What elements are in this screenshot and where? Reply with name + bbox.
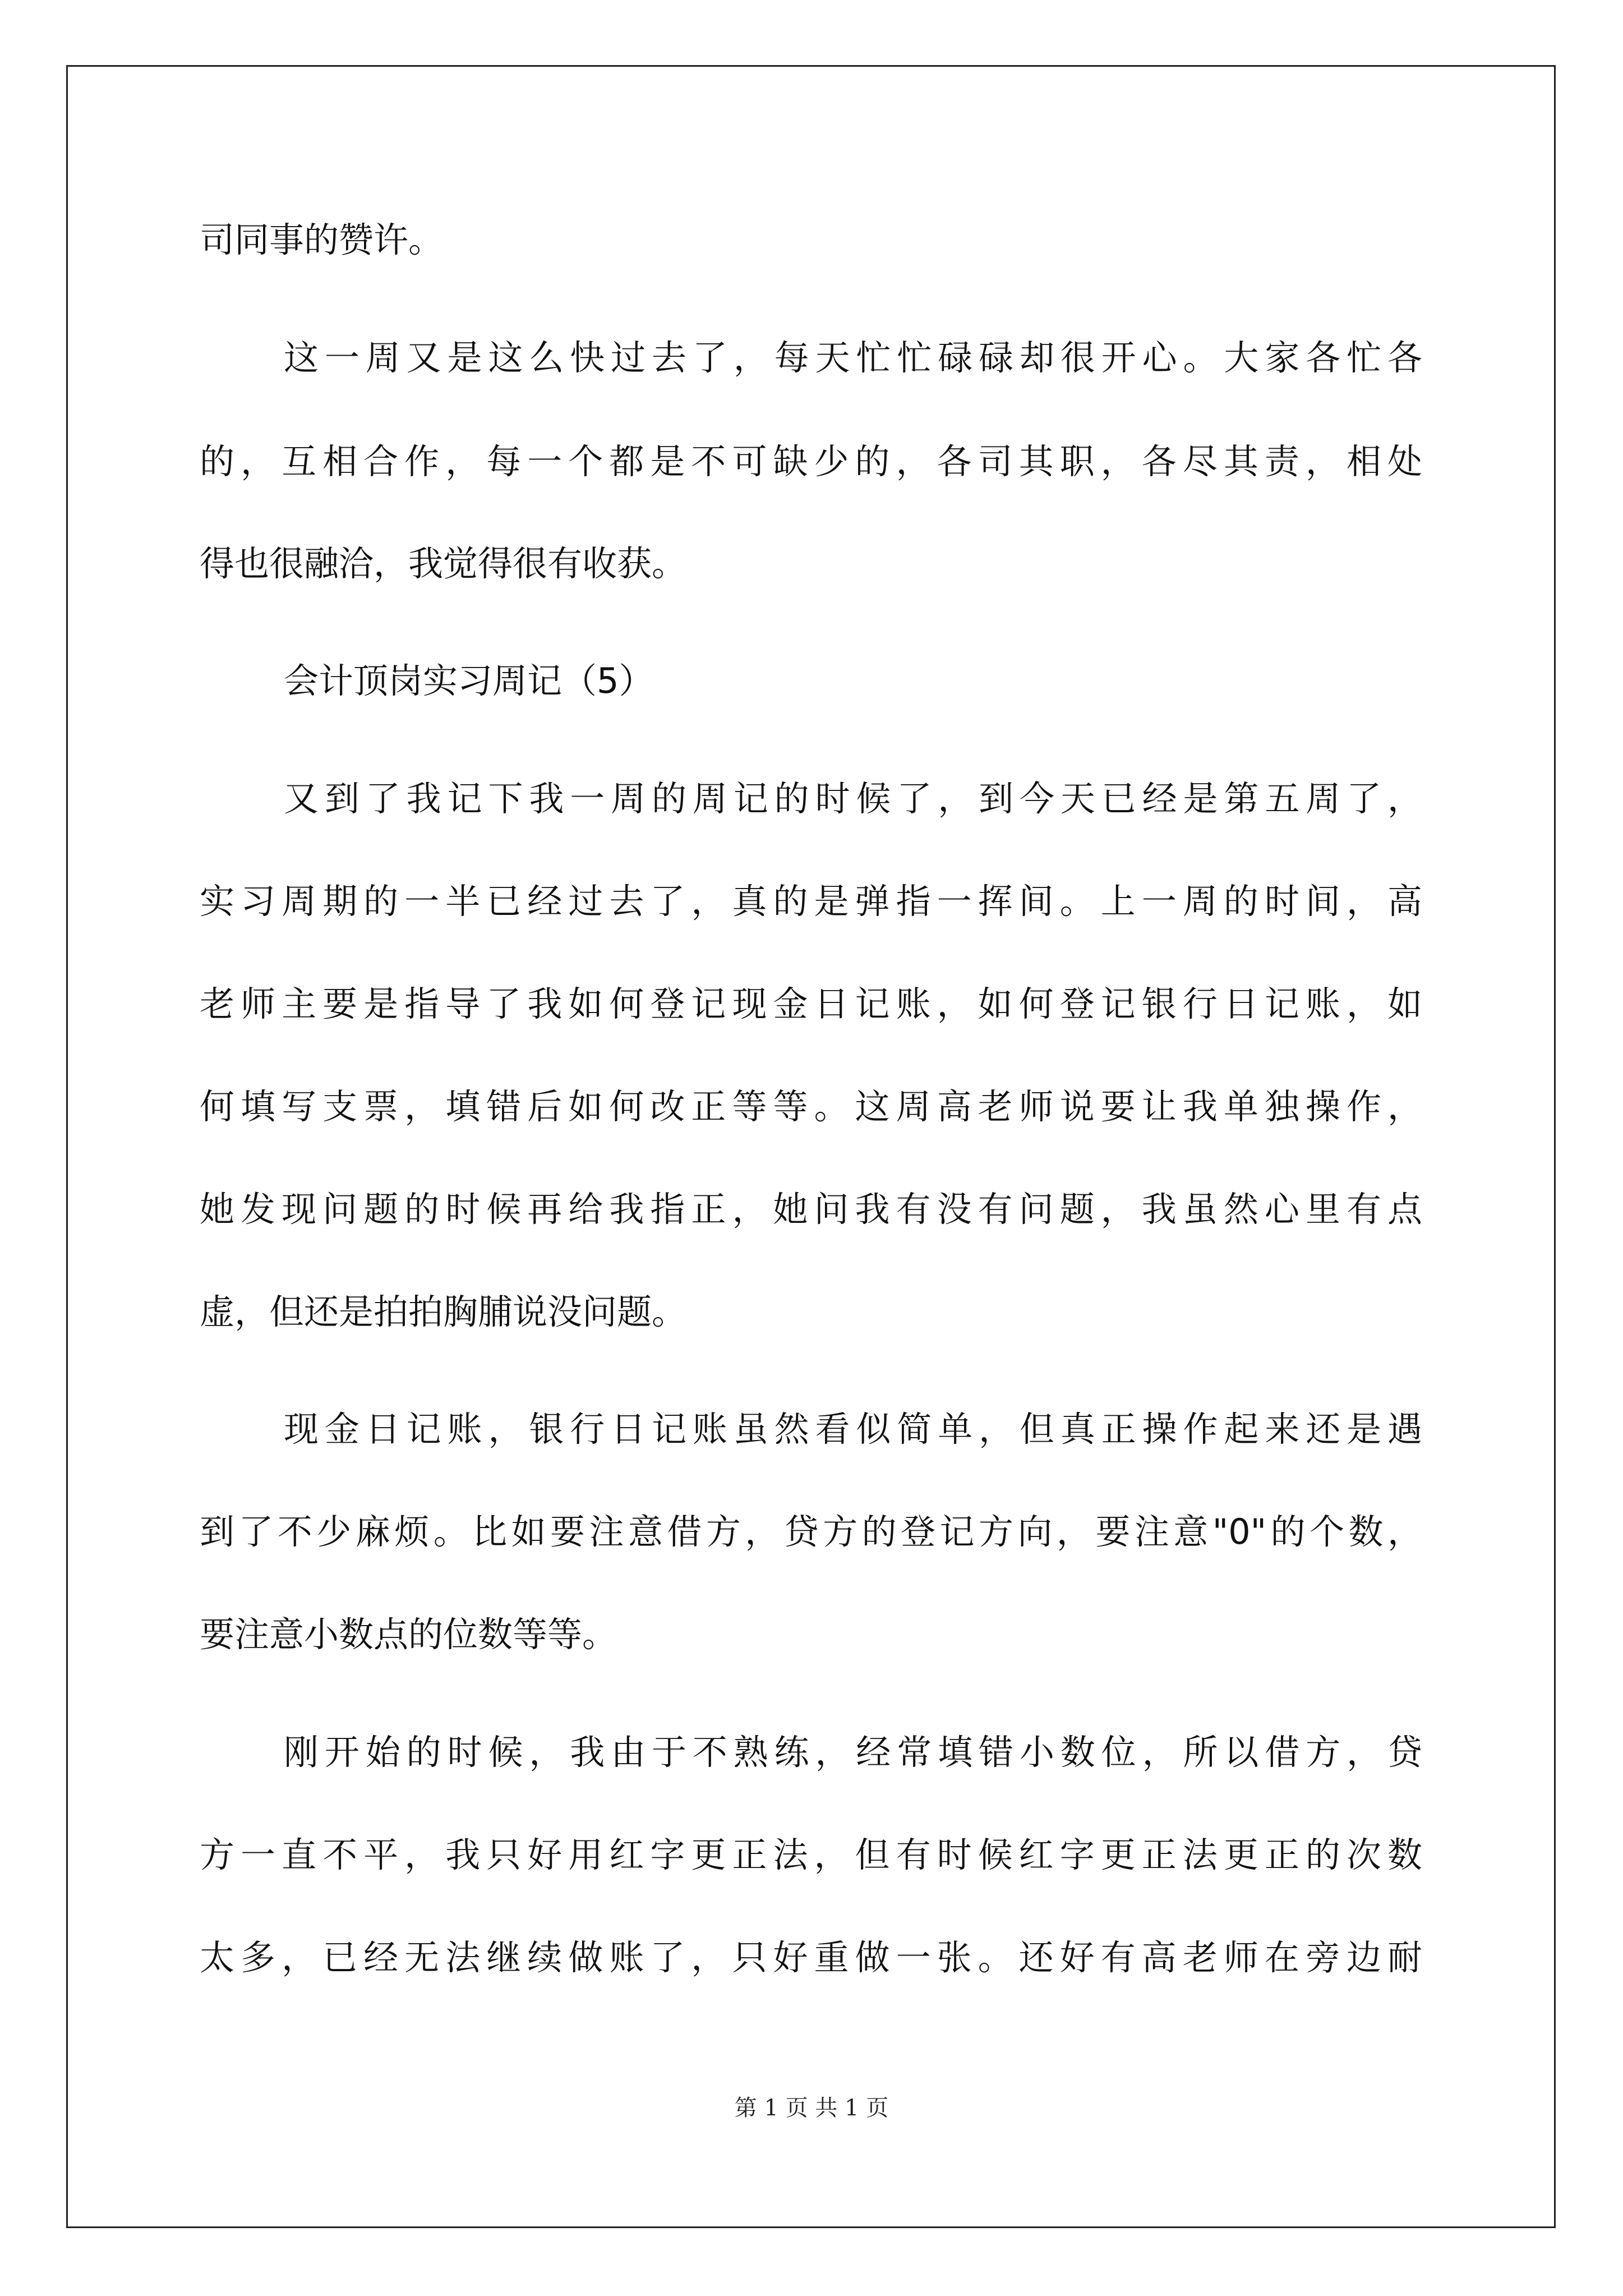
- text-line: 司同事的赞许。: [200, 219, 444, 260]
- text-line: 这一周又是这么快过去了，每天忙忙碌碌却很开心。大家各忙各: [284, 337, 1422, 378]
- text-line: 的，互相合作，每一个都是不可缺少的，各司其职，各尽其责，相处: [200, 441, 1422, 482]
- text-line: 实习周期的一半已经过去了，真的是弹指一挥间。上一周的时间，高: [200, 881, 1422, 922]
- text-line: 要注意小数点的位数等等。: [200, 1614, 617, 1655]
- text-line: 方一直不平，我只好用红字更正法，但有时候红字更正法更正的次数: [200, 1834, 1422, 1875]
- text-line: 现金日记账，银行日记账虽然看似简单，但真正操作起来还是遇: [284, 1409, 1422, 1450]
- section-heading: 会计顶岗实习周记（5）: [284, 660, 654, 701]
- text-line: 到了不少麻烦。比如要注意借方，贷方的登记方向，要注意"0"的个数，: [200, 1511, 1422, 1552]
- text-line: 虚，但还是拍拍胸脯说没问题。: [200, 1291, 687, 1332]
- page-footer: 第 1 页 共 1 页: [734, 2095, 889, 2121]
- text-line: 得也很融洽，我觉得很有收获。: [200, 543, 687, 584]
- page-border: [66, 65, 1556, 2228]
- text-line: 老师主要是指导了我如何登记现金日记账，如何登记银行日记账，如: [200, 983, 1422, 1024]
- text-line: 她发现问题的时候再给我指正，她问我有没有问题，我虽然心里有点: [200, 1189, 1422, 1230]
- text-line: 何填写支票，填错后如何改正等等。这周高老师说要让我单独操作，: [200, 1086, 1422, 1127]
- text-line: 刚开始的时候，我由于不熟练，经常填错小数位，所以借方，贷: [284, 1732, 1422, 1773]
- text-line: 又到了我记下我一周的周记的时候了，到今天已经是第五周了，: [284, 778, 1422, 819]
- text-line: 太多，已经无法继续做账了，只好重做一张。还好有高老师在旁边耐: [200, 1937, 1422, 1978]
